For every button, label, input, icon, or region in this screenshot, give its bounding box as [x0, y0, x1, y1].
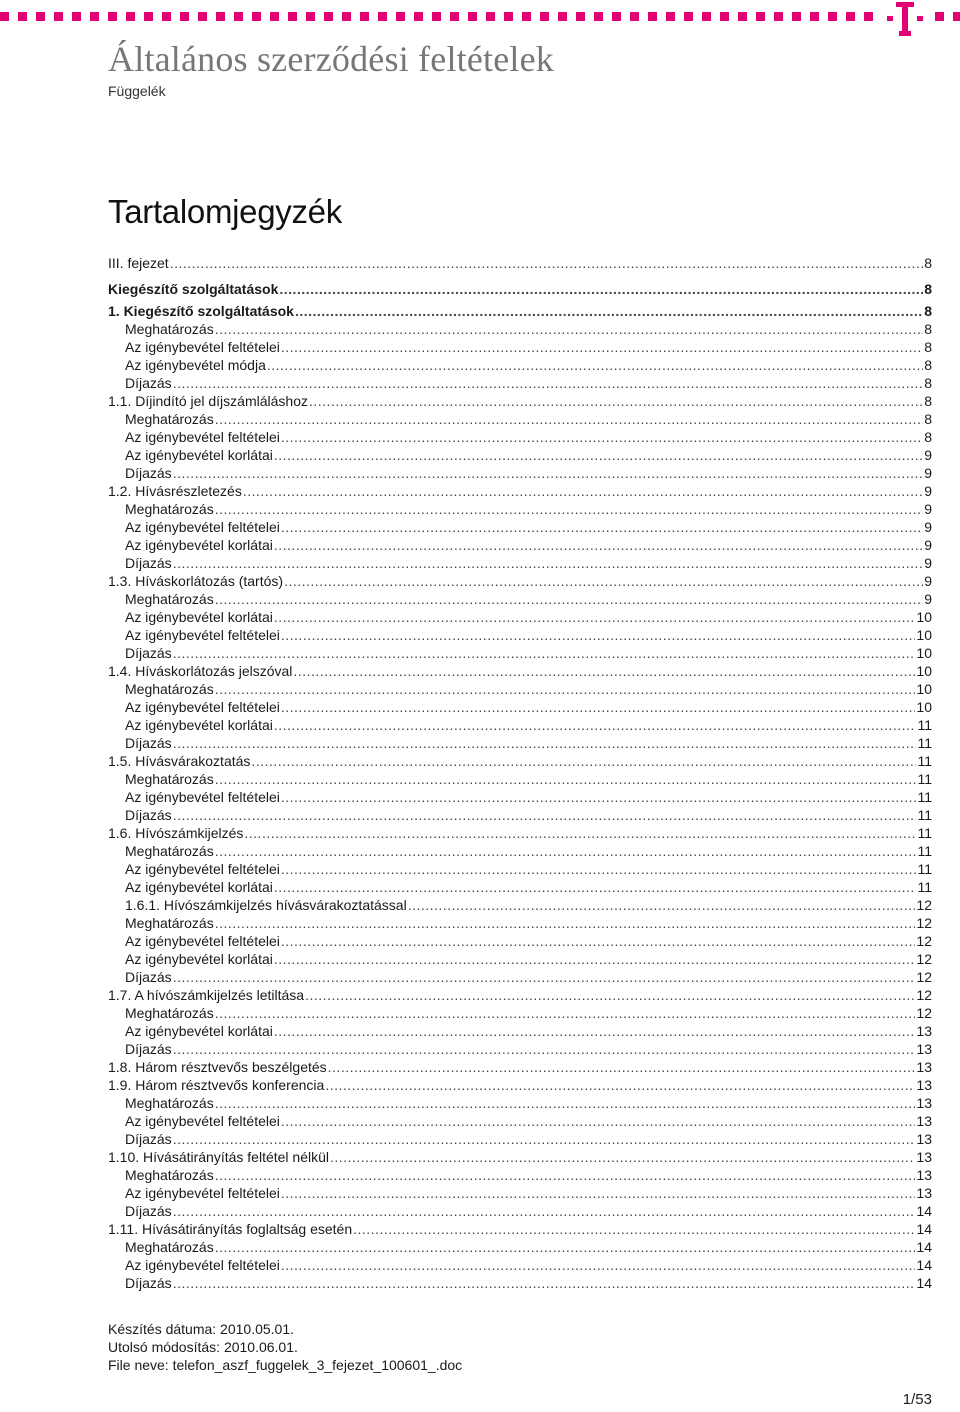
brand-dot — [198, 12, 207, 21]
toc-entry[interactable] — [108, 680, 932, 698]
toc-dot-leader — [408, 896, 916, 914]
toc-entry-title: Meghatározás — [125, 411, 214, 427]
toc-entry-title: Az igénybevétel korlátai — [125, 1023, 273, 1039]
toc-entry-page: 14 — [916, 1203, 932, 1219]
brand-dot — [360, 12, 369, 21]
brand-dot — [324, 12, 333, 21]
toc-dot-leader — [279, 276, 923, 302]
brand-dot — [738, 12, 747, 21]
toc-dot-leader — [215, 914, 916, 932]
brand-dot — [144, 12, 153, 21]
brand-dot — [252, 12, 261, 21]
toc-entry-page: 14 — [916, 1221, 932, 1237]
toc-entry[interactable] — [108, 554, 932, 572]
brand-dot — [846, 12, 855, 21]
toc-entry-page: 8 — [924, 429, 932, 445]
toc-entry-title: Az igénybevétel korlátai — [125, 951, 273, 967]
toc-entry[interactable] — [108, 932, 932, 950]
toc-dot-leader — [330, 1148, 915, 1166]
toc-entry-page: 10 — [916, 627, 932, 643]
brand-dot — [18, 12, 27, 21]
page-number: 1/53 — [902, 1391, 932, 1408]
brand-dot — [864, 12, 873, 21]
toc-entry[interactable] — [108, 276, 932, 302]
toc-entry-title: Meghatározás — [125, 1239, 214, 1255]
brand-dot — [702, 12, 711, 21]
brand-dot — [180, 12, 189, 21]
brand-dot — [953, 12, 960, 21]
brand-dot-strip — [0, 10, 960, 22]
toc-entry-title: 1.4. Híváskorlátozás jelszóval — [108, 663, 293, 679]
toc-entry[interactable] — [108, 1202, 932, 1220]
toc-entry[interactable] — [108, 842, 932, 860]
toc-entry-title: Díjazás — [125, 645, 172, 661]
toc-dot-leader — [281, 932, 916, 950]
toc-dot-leader — [281, 338, 923, 356]
brand-dot — [792, 12, 801, 21]
toc-entry-title: Díjazás — [125, 555, 172, 571]
toc-dot-leader — [274, 878, 917, 896]
toc-entry[interactable] — [108, 482, 932, 500]
brand-dot — [378, 12, 387, 21]
toc-dot-leader — [215, 1004, 916, 1022]
toc-entry[interactable] — [108, 644, 932, 662]
toc-entry-title: Díjazás — [125, 969, 172, 985]
toc-dot-leader — [173, 464, 924, 482]
brand-dot — [432, 12, 441, 21]
toc-entry-page: 11 — [917, 789, 932, 805]
toc-entry-title: 1.10. Hívásátirányítás feltétel nélkül — [108, 1149, 330, 1165]
toc-entry-page: 13 — [916, 1167, 932, 1183]
toc-dot-leader — [243, 482, 923, 500]
toc-entry-page: 11 — [917, 807, 932, 823]
brand-dot — [90, 12, 99, 21]
toc-dot-leader — [281, 698, 916, 716]
toc-entry-title: Meghatározás — [125, 915, 214, 931]
toc-entry-title: Az igénybevétel korlátai — [125, 717, 273, 733]
toc-entry[interactable] — [108, 770, 932, 788]
toc-entry[interactable] — [108, 1004, 932, 1022]
telekom-logo — [887, 2, 923, 36]
toc-entry-title: Meghatározás — [125, 681, 214, 697]
toc-entry-title: Az igénybevétel feltételei — [125, 1257, 280, 1273]
toc-dot-leader — [215, 1166, 916, 1184]
toc-entry-page: 12 — [916, 969, 932, 985]
file-name: File neve: telefon_aszf_fuggelek_3_fejezet_100601_.doc — [108, 1357, 463, 1373]
toc-entry[interactable] — [108, 1148, 932, 1166]
toc-entry-title: 1.6. Hívószámkijelzés — [108, 825, 244, 841]
toc-dot-leader — [173, 1202, 916, 1220]
brand-dot — [216, 12, 225, 21]
toc-entry[interactable] — [108, 590, 932, 608]
brand-dot — [935, 12, 944, 21]
created-date: Készítés dátuma: 2010.05.01. — [108, 1321, 295, 1337]
toc-entry-page: 13 — [916, 1077, 932, 1093]
toc-entry-page: 8 — [924, 321, 932, 337]
toc-dot-leader — [274, 950, 916, 968]
toc-dot-leader — [281, 518, 923, 536]
toc-entry-page: 12 — [916, 897, 932, 913]
toc-entry[interactable] — [108, 1112, 932, 1130]
toc-entry[interactable] — [108, 608, 932, 626]
toc-entry[interactable] — [108, 374, 932, 392]
toc-entry-page: 13 — [916, 1059, 932, 1075]
toc-entry[interactable] — [108, 1094, 932, 1112]
toc-entry-page: 8 — [924, 375, 932, 391]
toc-entry[interactable] — [108, 392, 932, 410]
toc-entry-page: 9 — [924, 519, 932, 535]
toc-entry[interactable] — [108, 536, 932, 554]
toc-dot-leader — [215, 842, 917, 860]
toc-dot-leader — [274, 536, 923, 554]
toc-dot-leader — [281, 788, 917, 806]
table-of-contents — [108, 250, 932, 1292]
toc-entry-title: Meghatározás — [125, 771, 214, 787]
brand-dot — [720, 12, 729, 21]
brand-dot — [684, 12, 693, 21]
brand-dot — [0, 12, 9, 21]
document-subtitle: Függelék — [108, 83, 166, 99]
toc-entry-title: 1.5. Hívásvárakoztatás — [108, 753, 251, 769]
toc-entry-page: 9 — [924, 591, 932, 607]
toc-entry-page: 10 — [916, 609, 932, 625]
toc-entry-page: 11 — [917, 771, 932, 787]
toc-entry-title: Díjazás — [125, 1041, 172, 1057]
toc-dot-leader — [215, 1094, 916, 1112]
toc-entry-title: 1.11. Hívásátirányítás foglaltság esetén — [108, 1221, 353, 1237]
toc-dot-leader — [274, 608, 916, 626]
toc-entry-page: 12 — [916, 987, 932, 1003]
toc-dot-leader — [173, 1274, 916, 1292]
toc-entry-page: 11 — [917, 753, 932, 769]
toc-dot-leader — [309, 392, 923, 410]
toc-entry[interactable] — [108, 662, 932, 680]
toc-entry-title: Az igénybevétel korlátai — [125, 609, 273, 625]
toc-entry[interactable] — [108, 1022, 932, 1040]
brand-dot — [828, 12, 837, 21]
modified-date: Utolsó módosítás: 2010.06.01. — [108, 1339, 298, 1355]
toc-entry-title: Az igénybevétel módja — [125, 357, 266, 373]
toc-entry-page: 13 — [916, 1023, 932, 1039]
brand-dot — [540, 12, 549, 21]
toc-entry-page: 12 — [916, 915, 932, 931]
toc-entry-title: 1.2. Hívásrészletezés — [108, 483, 242, 499]
brand-dot — [504, 12, 513, 21]
toc-entry[interactable] — [108, 1238, 932, 1256]
document-title: Általános szerződési feltételek — [108, 39, 555, 79]
toc-dot-leader — [274, 1022, 916, 1040]
toc-entry-title: Díjazás — [125, 1203, 172, 1219]
toc-entry-title: Az igénybevétel feltételei — [125, 339, 280, 355]
toc-entry[interactable] — [108, 914, 932, 932]
toc-dot-leader — [281, 626, 916, 644]
toc-dot-leader — [173, 554, 924, 572]
brand-dot — [54, 12, 63, 21]
toc-entry[interactable] — [108, 1274, 932, 1292]
toc-entry-title: Díjazás — [125, 375, 172, 391]
brand-dot — [774, 12, 783, 21]
toc-dot-leader — [215, 320, 923, 338]
toc-entry-page: 8 — [924, 357, 932, 373]
toc-entry-page: 10 — [916, 645, 932, 661]
toc-dot-leader — [293, 662, 915, 680]
toc-entry[interactable] — [108, 572, 932, 590]
toc-entry[interactable] — [108, 986, 932, 1004]
brand-dot — [450, 12, 459, 21]
toc-dot-leader — [328, 1058, 916, 1076]
toc-entry-title: 1.3. Híváskorlátozás (tartós) — [108, 573, 284, 589]
brand-dot — [666, 12, 675, 21]
toc-dot-leader — [173, 734, 917, 752]
toc-entry-page: 13 — [916, 1131, 932, 1147]
toc-entry[interactable] — [108, 464, 932, 482]
toc-entry-page: 11 — [917, 861, 932, 877]
toc-entry-page: 9 — [924, 447, 932, 463]
toc-entry-title: Meghatározás — [125, 1005, 214, 1021]
toc-entry-page: 10 — [916, 699, 932, 715]
toc-entry-page: 13 — [916, 1095, 932, 1111]
toc-entry[interactable] — [108, 1076, 932, 1094]
toc-dot-leader — [244, 824, 916, 842]
toc-dot-leader — [353, 1220, 915, 1238]
toc-entry-title: Az igénybevétel feltételei — [125, 699, 280, 715]
toc-entry[interactable] — [108, 626, 932, 644]
toc-entry[interactable] — [108, 716, 932, 734]
toc-entry[interactable] — [108, 1130, 932, 1148]
toc-dot-leader — [173, 374, 924, 392]
toc-entry-title: Az igénybevétel feltételei — [125, 1113, 280, 1129]
toc-dot-leader — [281, 1184, 916, 1202]
toc-entry-page: 9 — [924, 537, 932, 553]
brand-dot — [234, 12, 243, 21]
toc-entry-title: Az igénybevétel feltételei — [125, 861, 280, 877]
brand-dot — [306, 12, 315, 21]
brand-dot — [468, 12, 477, 21]
toc-dot-leader — [173, 968, 916, 986]
toc-entry[interactable] — [108, 320, 932, 338]
toc-entry-page: 13 — [916, 1041, 932, 1057]
toc-entry[interactable] — [108, 250, 932, 276]
brand-dot — [162, 12, 171, 21]
toc-dot-leader — [281, 1256, 916, 1274]
toc-entry-title: Az igénybevétel feltételei — [125, 429, 280, 445]
brand-dot — [486, 12, 495, 21]
toc-entry-title: Díjazás — [125, 1131, 172, 1147]
brand-dot — [36, 12, 45, 21]
toc-entry-page: 9 — [924, 573, 932, 589]
brand-dot — [648, 12, 657, 21]
toc-entry-title: Az igénybevétel korlátai — [125, 879, 273, 895]
toc-entry-page: 11 — [917, 735, 932, 751]
toc-entry[interactable] — [108, 896, 932, 914]
toc-entry-title: Díjazás — [125, 1275, 172, 1291]
toc-entry[interactable] — [108, 806, 932, 824]
toc-entry-title: Az igénybevétel korlátai — [125, 537, 273, 553]
toc-entry-title: III. fejezet — [108, 255, 169, 271]
toc-entry-page: 14 — [916, 1275, 932, 1291]
toc-dot-leader — [274, 446, 923, 464]
brand-dot — [72, 12, 81, 21]
toc-entry-title: Meghatározás — [125, 591, 214, 607]
toc-entry-page: 8 — [924, 303, 932, 319]
toc-entry-page: 12 — [916, 933, 932, 949]
toc-entry[interactable] — [108, 1184, 932, 1202]
toc-entry-title: 1.1. Díjindító jel díjszámláláshoz — [108, 393, 308, 409]
toc-entry-page: 10 — [916, 663, 932, 679]
toc-entry-title: Az igénybevétel feltételei — [125, 627, 280, 643]
toc-entry[interactable] — [108, 518, 932, 536]
toc-entry[interactable] — [108, 734, 932, 752]
toc-entry-title: Kiegészítő szolgáltatások — [108, 281, 279, 297]
brand-dot — [414, 12, 423, 21]
toc-entry[interactable] — [108, 338, 932, 356]
toc-entry-title: Az igénybevétel feltételei — [125, 519, 280, 535]
toc-entry[interactable] — [108, 1058, 932, 1076]
toc-entry[interactable] — [108, 1166, 932, 1184]
brand-dot — [594, 12, 603, 21]
toc-entry-page: 13 — [916, 1149, 932, 1165]
toc-heading: Tartalomjegyzék — [108, 193, 342, 230]
toc-entry[interactable] — [108, 860, 932, 878]
toc-entry-page: 12 — [916, 951, 932, 967]
toc-entry-page: 8 — [924, 255, 932, 271]
toc-entry[interactable] — [108, 302, 932, 320]
toc-dot-leader — [295, 302, 923, 320]
toc-entry-title: 1.9. Három résztvevős konferencia — [108, 1077, 325, 1093]
toc-dot-leader — [215, 1238, 916, 1256]
toc-entry-title: Meghatározás — [125, 843, 214, 859]
toc-entry[interactable] — [108, 752, 932, 770]
brand-dot — [522, 12, 531, 21]
toc-entry-page: 9 — [924, 501, 932, 517]
toc-entry-title: Az igénybevétel feltételei — [125, 789, 280, 805]
brand-dot — [288, 12, 297, 21]
toc-entry-title: 1.8. Három résztvevős beszélgetés — [108, 1059, 327, 1075]
toc-dot-leader — [305, 986, 915, 1004]
toc-dot-leader — [173, 1040, 916, 1058]
toc-dot-leader — [215, 500, 923, 518]
toc-dot-leader — [284, 572, 923, 590]
toc-dot-leader — [251, 752, 916, 770]
toc-dot-leader — [173, 1130, 916, 1148]
brand-dot — [270, 12, 279, 21]
toc-entry-page: 8 — [924, 339, 932, 355]
toc-entry[interactable] — [108, 1040, 932, 1058]
toc-entry-page: 9 — [924, 483, 932, 499]
toc-entry-title: Díjazás — [125, 735, 172, 751]
brand-dot — [108, 12, 117, 21]
toc-entry[interactable] — [108, 878, 932, 896]
toc-entry-title: Díjazás — [125, 465, 172, 481]
brand-dot — [342, 12, 351, 21]
toc-entry[interactable] — [108, 410, 932, 428]
toc-entry-page: 8 — [924, 411, 932, 427]
toc-dot-leader — [215, 590, 923, 608]
toc-entry-page: 8 — [924, 393, 932, 409]
toc-dot-leader — [281, 428, 923, 446]
brand-dot — [630, 12, 639, 21]
toc-entry-page: 11 — [917, 717, 932, 733]
toc-entry-title: Az igénybevétel feltételei — [125, 933, 280, 949]
toc-entry-title: Díjazás — [125, 807, 172, 823]
toc-dot-leader — [281, 1112, 916, 1130]
toc-entry[interactable] — [108, 446, 932, 464]
brand-dot — [396, 12, 405, 21]
toc-entry-page: 12 — [916, 1005, 932, 1021]
toc-entry-title: Meghatározás — [125, 1167, 214, 1183]
toc-dot-leader — [215, 770, 917, 788]
toc-entry[interactable] — [108, 968, 932, 986]
toc-entry[interactable] — [108, 824, 932, 842]
toc-entry-page: 11 — [917, 843, 932, 859]
toc-entry[interactable] — [108, 698, 932, 716]
toc-entry-page: 14 — [916, 1257, 932, 1273]
toc-dot-leader — [274, 716, 917, 734]
toc-entry-title: 1.7. A hívószámkijelzés letiltása — [108, 987, 305, 1003]
toc-dot-leader — [215, 410, 923, 428]
toc-entry-page: 11 — [917, 825, 932, 841]
toc-entry-page: 8 — [924, 281, 932, 297]
toc-entry-page: 9 — [924, 555, 932, 571]
toc-dot-leader — [267, 356, 923, 374]
brand-dot — [612, 12, 621, 21]
toc-entry[interactable] — [108, 1256, 932, 1274]
toc-entry-title: Az igénybevétel korlátai — [125, 447, 273, 463]
toc-entry-title: Meghatározás — [125, 321, 214, 337]
toc-dot-leader — [170, 250, 924, 276]
brand-dot — [576, 12, 585, 21]
brand-dot — [558, 12, 567, 21]
toc-entry[interactable] — [108, 950, 932, 968]
brand-dot — [756, 12, 765, 21]
brand-dot — [810, 12, 819, 21]
toc-entry-title: Meghatározás — [125, 1095, 214, 1111]
toc-entry[interactable] — [108, 428, 932, 446]
toc-dot-leader — [173, 806, 917, 824]
toc-dot-leader — [325, 1076, 915, 1094]
toc-entry-page: 14 — [916, 1239, 932, 1255]
toc-dot-leader — [215, 680, 916, 698]
toc-entry[interactable] — [108, 1220, 932, 1238]
toc-dot-leader — [173, 644, 916, 662]
toc-entry-page: 11 — [917, 879, 932, 895]
toc-entry[interactable] — [108, 356, 932, 374]
toc-dot-leader — [281, 860, 917, 878]
toc-entry[interactable] — [108, 500, 932, 518]
toc-entry-title: Az igénybevétel feltételei — [125, 1185, 280, 1201]
brand-dot — [126, 12, 135, 21]
toc-entry-title: Meghatározás — [125, 501, 214, 517]
toc-entry[interactable] — [108, 788, 932, 806]
toc-entry-page: 13 — [916, 1185, 932, 1201]
toc-entry-title: 1. Kiegészítő szolgáltatások — [108, 303, 294, 319]
toc-entry-page: 9 — [924, 465, 932, 481]
toc-entry-title: 1.6.1. Hívószámkijelzés hívásvárakoztatással — [125, 897, 407, 913]
toc-entry-page: 10 — [916, 681, 932, 697]
toc-entry-page: 13 — [916, 1113, 932, 1129]
document-info — [108, 1320, 462, 1374]
